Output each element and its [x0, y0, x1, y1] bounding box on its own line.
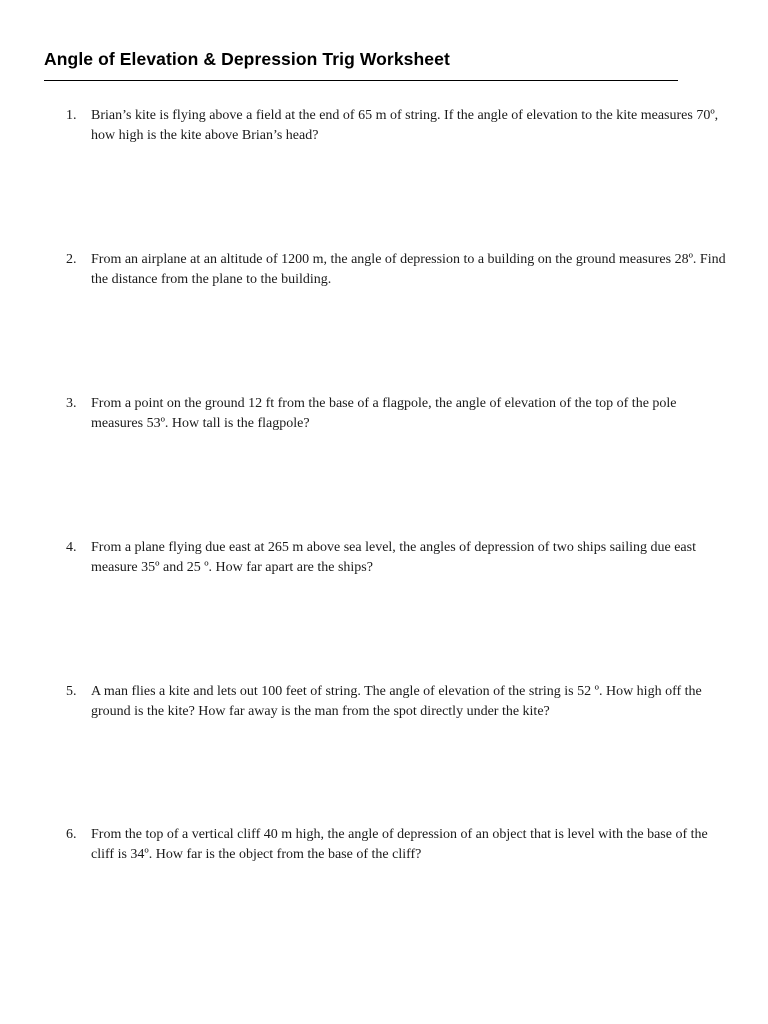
question-text: From a plane flying due east at 265 m above sea level, the angles of depression of two ships sailing due east measure 35º and 25 º. How far apart are the ships? — [91, 540, 696, 575]
question-item — [66, 394, 726, 433]
question-number: 4. — [66, 540, 77, 555]
question-text: From an airplane at an altitude of 1200 m, the angle of depression to a building on the ground measures 28º. Find the distance from the plane to the building. — [91, 252, 726, 287]
question-number: 1. — [66, 108, 77, 123]
question-item — [66, 825, 726, 864]
worksheet-title: Angle of Elevation & Depression Trig Worksheet — [44, 49, 450, 69]
question-number: 3. — [66, 396, 77, 411]
question-number: 2. — [66, 252, 77, 267]
question-text: Brian’s kite is flying above a field at the end of 65 m of string. If the angle of elevation to the kite measures 70º, how high is the kite above Brian’s head? — [91, 108, 719, 143]
question-item — [66, 250, 726, 289]
question-text: A man flies a kite and lets out 100 feet of string. The angle of elevation of the string is 52 º. How high off the ground is the kite? How far away is the man from the spot directly under the kite? — [91, 684, 702, 719]
question-item — [66, 538, 726, 577]
question-number: 6. — [66, 827, 77, 842]
question-text: From the top of a vertical cliff 40 m high, the angle of depression of an object that is level with the base of the cliff is 34º. How far is the object from the base of the cliff? — [91, 827, 708, 862]
question-text: From a point on the ground 12 ft from the base of a flagpole, the angle of elevation of the top of the pole measures 53º. How tall is the flagpole? — [91, 396, 677, 431]
question-item — [66, 682, 726, 721]
question-number: 5. — [66, 684, 77, 699]
question-item — [66, 106, 726, 145]
title-underline — [44, 80, 678, 81]
